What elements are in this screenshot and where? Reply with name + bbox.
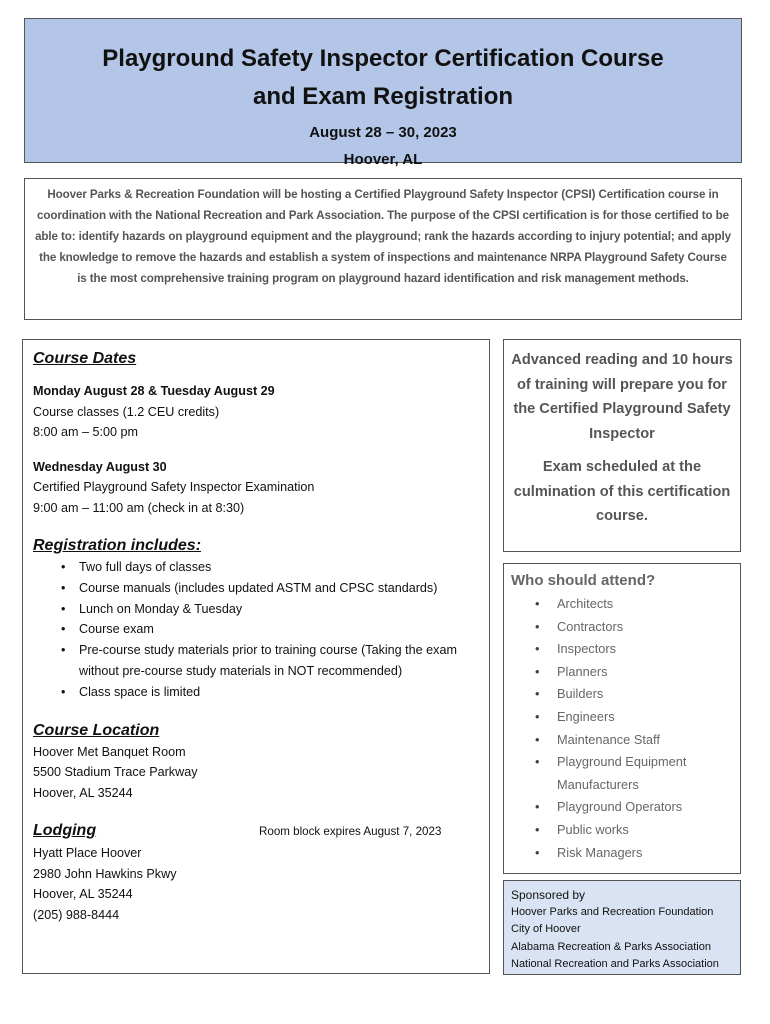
list-item: • Playground Operators <box>535 796 740 819</box>
event-location: Hoover, AL <box>343 151 423 168</box>
lodging-heading: Lodging <box>33 822 97 840</box>
day2-time: 9:00 am – 11:00 am (check in at 8:30) <box>33 500 245 515</box>
list-item: • Pre-course study materials prior to training course (Taking the exam without pre-course study materials in NOT recommended) <box>61 640 489 682</box>
main-info-panel <box>22 339 490 974</box>
location-line3: Hoover, AL 35244 <box>33 785 133 800</box>
day1-time: 8:00 am – 5:00 pm <box>33 425 139 439</box>
lodging-line2: 2980 John Hawkins Pkwy <box>33 866 177 881</box>
list-item: • Class space is limited <box>61 682 489 703</box>
exam-schedule-text: Exam scheduled at the culmination of this certification course. <box>513 459 731 524</box>
intro-paragraph: Hoover Parks & Recreation Foundation will be hosting a Certified Playground Safety Inspector (CPSI) Certification course in coordination with the National Recreation and Park Association. The purpose of the CPSI certification is for those certified to be able to: identify hazards on playground equipment and the playground; rank the hazards according to injury potential; and apply the knowledge to remove the hazards and establish a system of inspections and maintenance NRPA Playground Safety Course is the most comprehensive training program on playground hazard identification and risk management methods. <box>24 178 742 320</box>
list-item: • Two full days of classes <box>61 557 489 578</box>
sponsor-item: National Recreation and Parks Association <box>511 958 719 971</box>
page-title-line1: Playground Safety Inspector Certification Course <box>102 45 664 72</box>
lodging-line3: Hoover, AL 35244 <box>33 887 133 902</box>
day1-description: Course classes (1.2 CEU credits) <box>33 404 220 419</box>
registration-list <box>33 557 489 703</box>
list-item: • Lunch on Monday & Tuesday <box>61 599 489 620</box>
sponsor-item: City of Hoover <box>511 923 581 936</box>
header-banner <box>24 18 742 168</box>
day2-description: Certified Playground Safety Inspector Examination <box>33 480 315 494</box>
page-title-line2: and Exam Registration <box>252 83 514 110</box>
list-item: • Playground Equipment Manufacturers <box>535 751 740 796</box>
attendee-list <box>511 593 740 864</box>
sponsor-item: Alabama Recreation & Parks Association <box>511 940 711 953</box>
list-item: • Builders <box>535 683 740 706</box>
list-item: • Inspectors <box>535 638 740 661</box>
location-line2: 5500 Stadium Trace Parkway <box>33 765 198 780</box>
list-item: • Contractors <box>535 616 740 639</box>
room-block-note: Room block expires August 7, 2023 <box>259 825 442 839</box>
list-item: • Architects <box>535 593 740 616</box>
advanced-reading-panel <box>503 339 741 552</box>
list-item: • Course exam <box>61 619 489 640</box>
who-should-attend-panel <box>503 563 741 874</box>
sponsors-heading: Sponsored by <box>511 888 586 902</box>
lodging-phone: (205) 988-8444 <box>33 907 120 922</box>
event-dates: August 28 – 30, 2023 <box>309 124 457 141</box>
sponsors-panel <box>503 880 741 975</box>
location-line1: Hoover Met Banquet Room <box>33 744 186 759</box>
day2-heading: Wednesday August 30 <box>33 459 167 474</box>
registration-heading: Registration includes: <box>33 537 202 554</box>
day1-heading: Monday August 28 & Tuesday August 29 <box>33 384 275 398</box>
list-item: • Maintenance Staff <box>535 729 740 752</box>
sponsor-item: Hoover Parks and Recreation Foundation <box>511 906 714 918</box>
advanced-reading-text: Advanced reading and 10 hours of training will prepare you for the Certified Playground Safety Inspector <box>511 352 733 442</box>
course-dates-heading: Course Dates <box>33 350 137 367</box>
list-item: • Risk Managers <box>535 842 740 865</box>
course-location-heading: Course Location <box>33 721 160 739</box>
lodging-line1: Hyatt Place Hoover <box>33 846 142 861</box>
list-item: • Planners <box>535 661 740 684</box>
list-item: • Engineers <box>535 706 740 729</box>
list-item: • Public works <box>535 819 740 842</box>
who-should-attend-heading: Who should attend? <box>511 572 656 589</box>
list-item: • Course manuals (includes updated ASTM and CPSC standards) <box>61 578 489 599</box>
